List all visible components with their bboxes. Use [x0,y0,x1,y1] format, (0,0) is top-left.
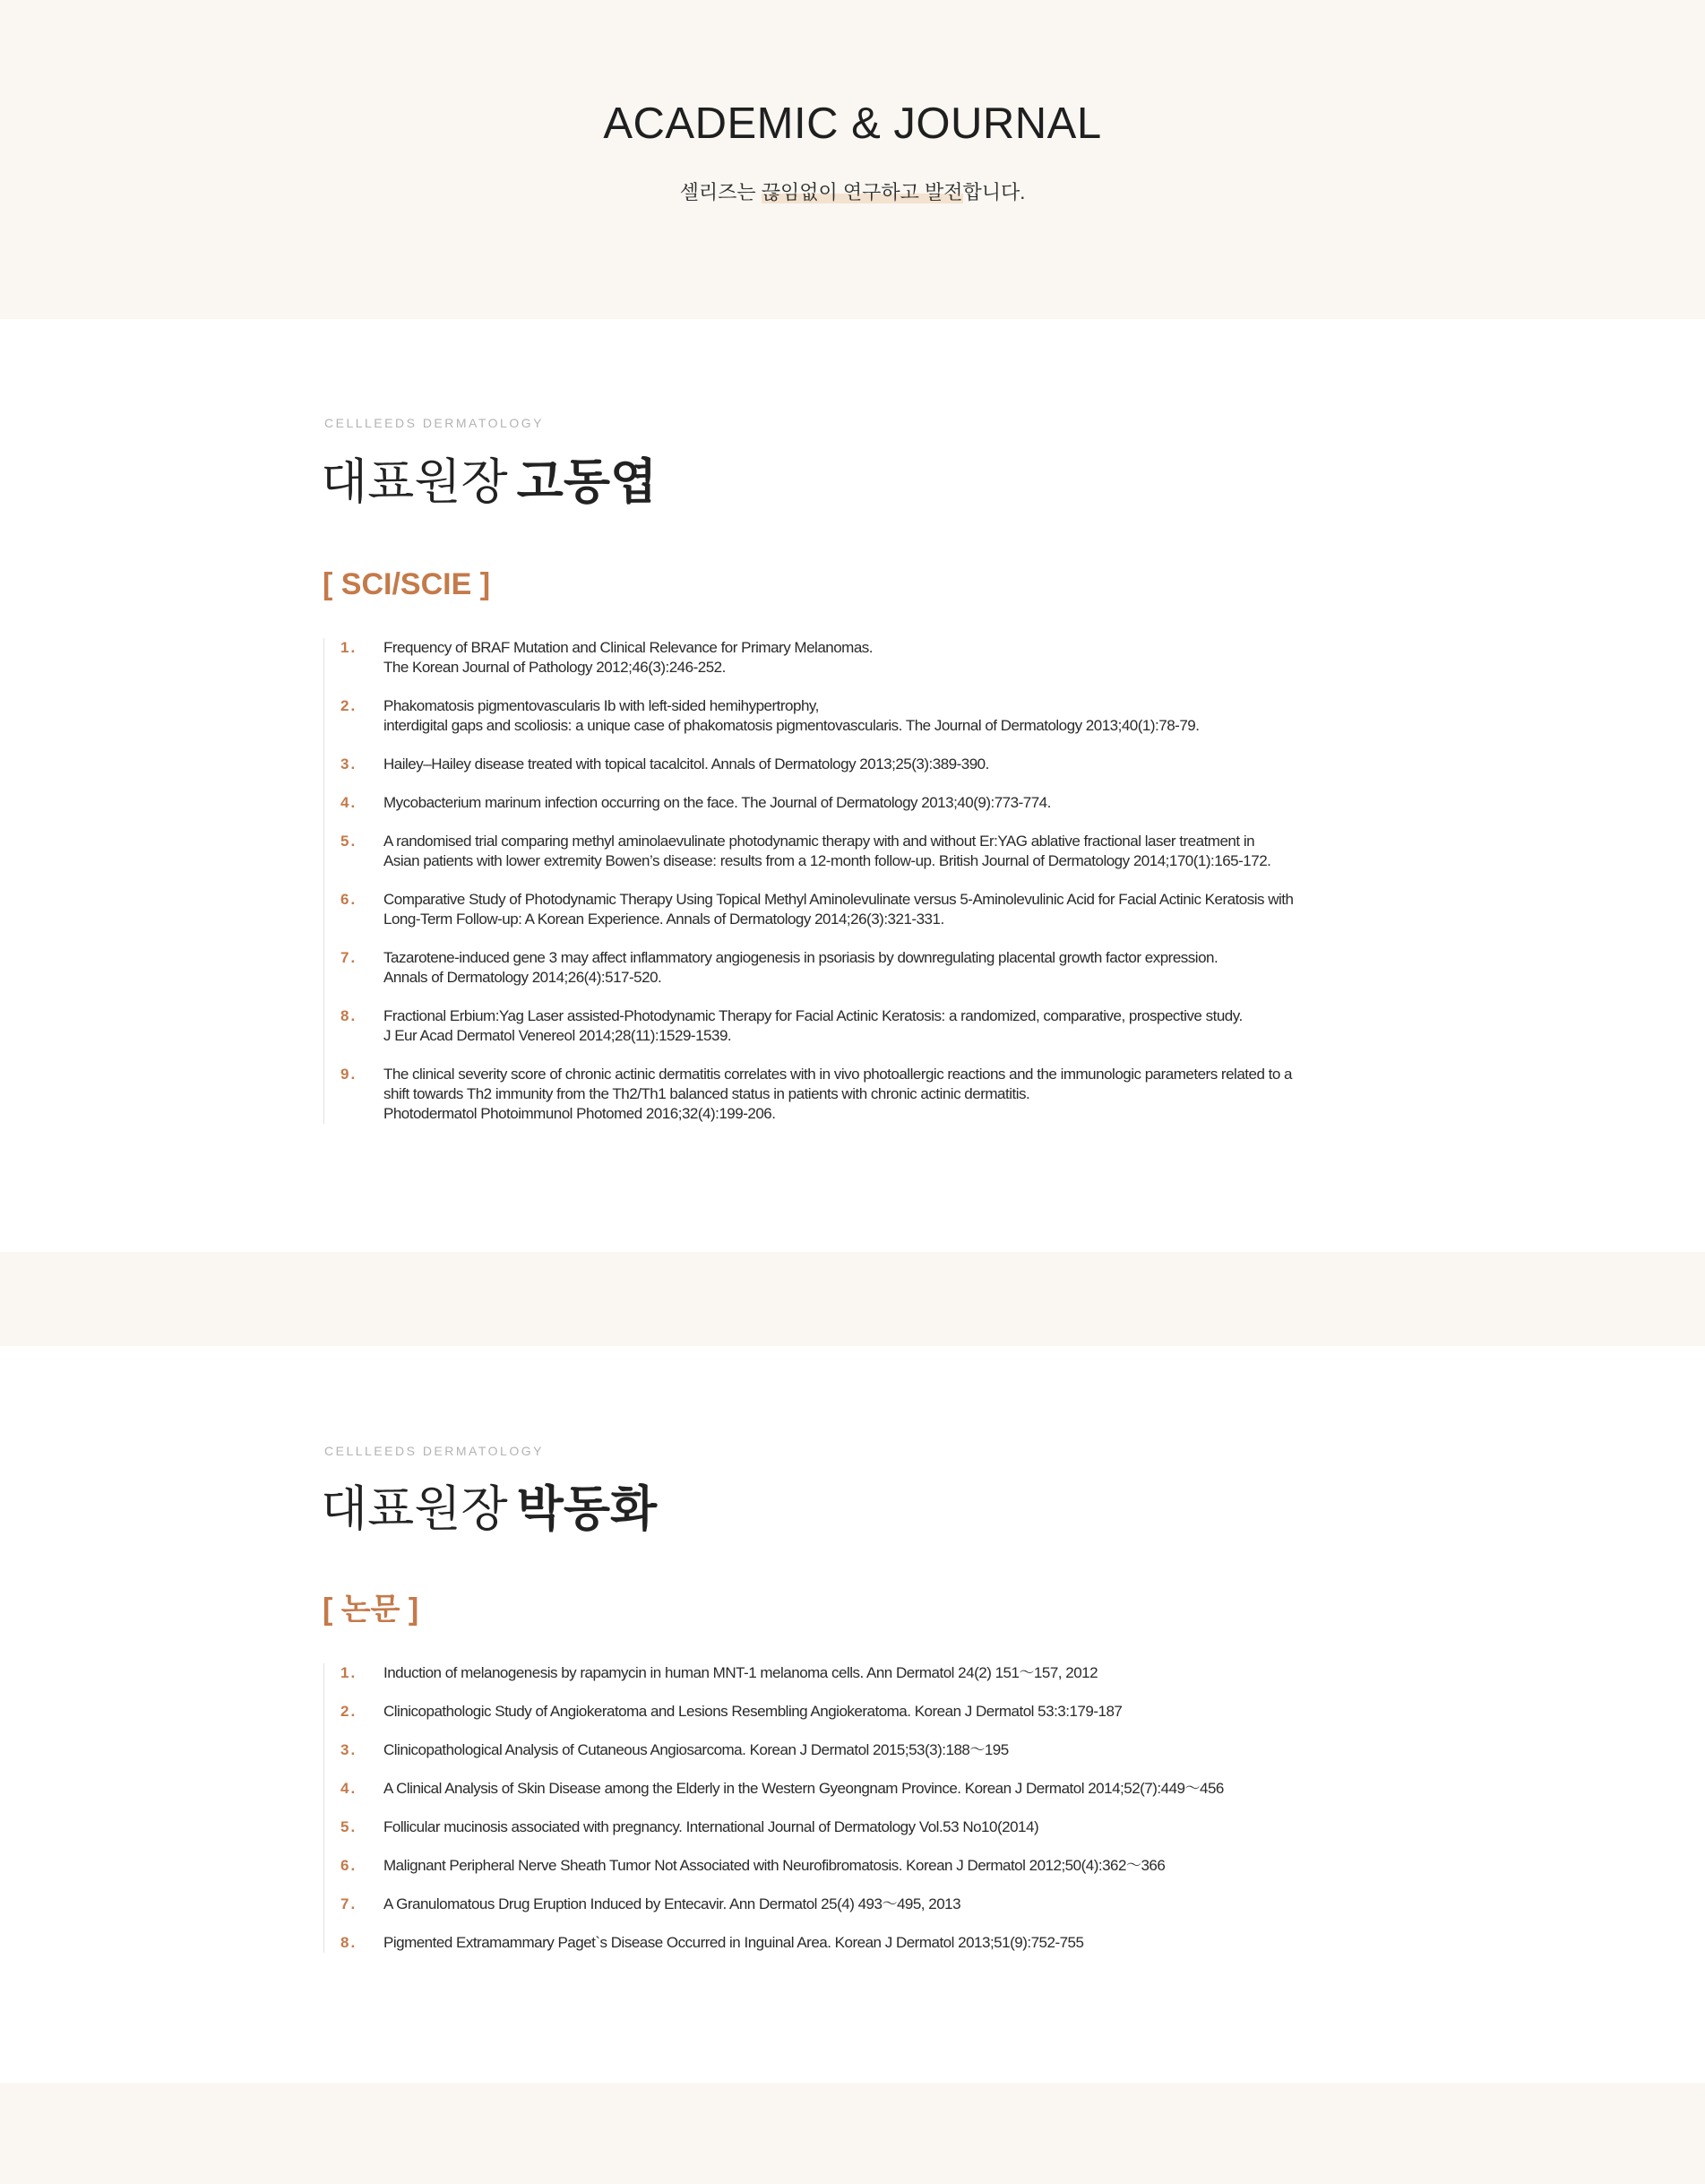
page-title: ACADEMIC & JOURNAL [603,99,1102,148]
list-item [324,1895,1364,1914]
publication-citation: Malignant Peripheral Nerve Sheath Tumor Not Associated with Neurofibromatosis. Korean J Dermatol 2012;50(4):362～366 [383,1857,1166,1874]
hero-section [0,0,1705,319]
publication-citation: Clinicopathological Analysis of Cutaneous Angiosarcoma. Korean J Dermatol 2015;53(3):188～195 [383,1741,1009,1758]
publication-number: 9. [340,1066,357,1083]
list-item [324,696,1364,736]
doctor-heading [321,453,657,512]
doctor-heading [321,1480,657,1539]
list-item [324,1006,1364,1046]
section-eyebrow: CELLLEEDS DERMATOLOGY [324,416,544,430]
publication-citation: A Clinical Analysis of Skin Disease among the Elderly in the Western Gyeongnam Province. Korean J Dermatol 2014;52(7):449～456 [383,1780,1224,1797]
publication-citation: The clinical severity score of chronic actinic dermatitis correlates with in vivo photoallergic reactions and the immunologic parameters related to a shift towards Th2 immunity from the Th2/Th1 balanced status in patients with chronic actinic dermatitis. Photodermatol Photoimmunol Photomed 2016;32(4):199-206. [383,1066,1292,1122]
list-item [324,1663,1364,1683]
publication-citation: A Granulomatous Drug Eruption Induced by Entecavir. Ann Dermatol 25(4) 493～495, 2013 [383,1895,961,1912]
list-item [324,755,1364,774]
publication-number: 1. [340,639,357,656]
doctor-role: 대표원장 [321,1482,508,1536]
list-item [324,890,1364,929]
publication-number: 1. [340,1664,357,1681]
doctor-section-ko [0,319,1705,1252]
list-item [324,1702,1364,1722]
publication-number: 6. [340,891,357,908]
publication-category: [ 논문 ] [323,1593,419,1627]
list-item [324,1779,1364,1799]
list-item [324,832,1364,871]
list-item [324,1817,1364,1837]
doctor-role: 대표원장 [321,455,508,509]
publication-citation: A randomised trial comparing methyl aminolaevulinate photodynamic therapy with and without Er:YAG ablative fractional laser treatment in Asian patients with lower extremity Bowen’s disease: results from a 12-month follow-up. British Journal of Dermatology 2014;170(1):165-172. [383,833,1271,869]
publication-number: 7. [340,949,357,966]
doctor-name: 고동엽 [516,455,658,509]
publication-number: 8. [340,1007,357,1024]
page-subtitle [0,177,1705,208]
publication-number: 2. [340,697,357,714]
section-eyebrow: CELLLEEDS DERMATOLOGY [324,1444,544,1458]
doctor-name: 박동화 [516,1482,658,1536]
publication-list [323,638,1364,1124]
subtitle-text: 셀리즈는 [679,181,762,203]
publication-citation: Hailey–Hailey disease treated with topical tacalcitol. Annals of Dermatology 2013;25(3):389-390. [383,755,989,773]
publication-citation: Comparative Study of Photodynamic Therapy Using Topical Methyl Aminolevulinate versus 5-Aminolevulinic Acid for Facial Actinic Keratosis with Long-Term Follow-up: A Korean Experience. Annals of Dermatology 2014;26(3):321-331. [383,891,1294,928]
publication-citation: Mycobacterium marinum infection occurring on the face. The Journal of Dermatology 2013;40(9):773-774. [383,794,1051,811]
publication-citation: Pigmented Extramammary Paget`s Disease Occurred in Inguinal Area. Korean J Dermatol 2013;51(9):752-755 [383,1934,1084,1951]
list-item [324,793,1364,813]
footer-band [0,2083,1705,2184]
publication-number: 6. [340,1857,357,1874]
list-item [324,1065,1364,1124]
publication-number: 3. [340,1741,357,1758]
publication-number: 2. [340,1703,357,1720]
list-item [324,1740,1364,1760]
publication-citation: Fractional Erbium:Yag Laser assisted-Photodynamic Therapy for Facial Actinic Keratosis: a randomized, comparative, prospective study. J Eur Acad Dermatol Venereol 2014;28(11):1529-1539. [383,1007,1243,1044]
publication-number: 7. [340,1895,357,1912]
list-item [324,638,1364,678]
publication-list [323,1663,1364,1953]
doctor-section-park [0,1346,1705,2083]
publication-citation: Follicular mucinosis associated with pregnancy. International Journal of Dermatology Vol.53 No10(2014) [383,1818,1039,1835]
publication-citation: Induction of melanogenesis by rapamycin in human MNT-1 melanoma cells. Ann Dermatol 24(2) 151～157, 2012 [383,1664,1098,1681]
publication-number: 4. [340,1780,357,1797]
publication-number: 5. [340,1818,357,1835]
section-divider-band [0,1252,1705,1346]
list-item [324,948,1364,988]
publication-citation: Frequency of BRAF Mutation and Clinical Relevance for Primary Melanomas. The Korean Journal of Pathology 2012;46(3):246-252. [383,639,874,676]
subtitle-highlight: 끊임없이 연구하고 발전 [761,181,963,203]
subtitle-text-end: 합니다. [962,181,1026,203]
list-item [324,1856,1364,1876]
publication-citation: Phakomatosis pigmentovascularis Ib with left-sided hemihypertrophy, interdigital gaps and scoliosis: a unique case of phakomatosis pigmentovascularis. The Journal of Dermatology 2013;40(1):78-79. [383,697,1200,734]
list-item [324,1933,1364,1953]
publication-citation: Tazarotene-induced gene 3 may affect inflammatory angiogenesis in psoriasis by downregulating placental growth factor expression. Annals of Dermatology 2014;26(4):517-520. [383,949,1218,986]
publication-citation: Clinicopathologic Study of Angiokeratoma and Lesions Resembling Angiokeratoma. Korean J Dermatol 53:3:179-187 [383,1703,1123,1720]
publication-number: 4. [340,794,357,811]
publication-number: 8. [340,1934,357,1951]
publication-category: [ SCI/SCIE ] [323,567,491,601]
publication-number: 3. [340,755,357,773]
publication-number: 5. [340,833,357,850]
